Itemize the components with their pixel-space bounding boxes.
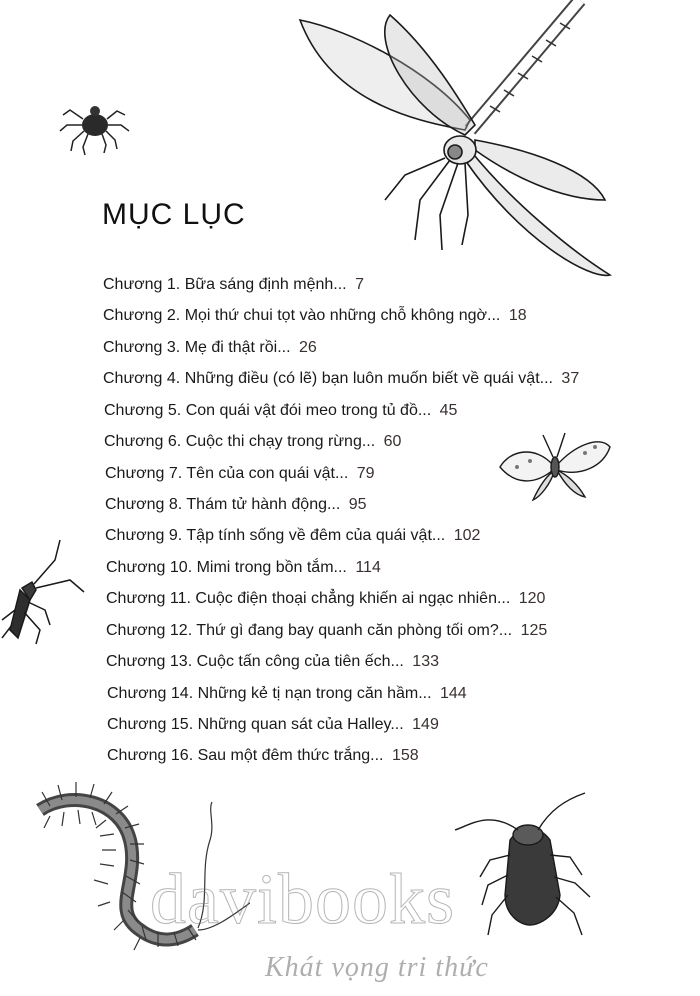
tick-icon	[55, 85, 135, 160]
chapter-number: Chương 3.	[103, 339, 181, 356]
chapter-number: Chương 4.	[103, 370, 181, 387]
chapter-title: Sau một đêm thức trắng...	[197, 747, 384, 764]
chapter-number: Chương 6.	[104, 433, 182, 450]
toc-entry-15[interactable]	[107, 716, 439, 734]
chapter-title: Những kẻ tị nạn trong căn hầm...	[197, 685, 432, 702]
chapter-number: Chương 15.	[107, 716, 194, 733]
chapter-title: Bữa sáng định mệnh...	[184, 276, 347, 293]
chapter-number: Chương 16.	[107, 747, 194, 764]
toc-entry-2[interactable]	[103, 307, 527, 325]
toc-entry-16[interactable]	[107, 747, 419, 765]
toc-entry-1[interactable]	[103, 276, 364, 294]
toc-entry-12[interactable]	[106, 622, 547, 640]
beetle-icon	[0, 530, 90, 650]
chapter-title: Những điều (có lẽ) bạn luôn muốn biết về quái vật...	[184, 370, 553, 387]
page-number: 144	[440, 685, 467, 702]
chapter-title: Cuộc tấn công của tiên ếch...	[196, 653, 404, 670]
page-title: MỤC LỤC	[102, 198, 246, 231]
watermark-brand: davibooks	[150, 859, 455, 939]
toc-entry-9[interactable]	[105, 527, 480, 545]
toc-entry-6[interactable]	[104, 433, 401, 451]
chapter-title: Thứ gì đang bay quanh căn phòng tối om?...	[196, 622, 513, 639]
chapter-number: Chương 13.	[106, 653, 193, 670]
toc-entry-10[interactable]	[106, 559, 381, 577]
longhorn-beetle-icon	[450, 785, 610, 945]
page-number: 133	[412, 653, 439, 670]
chapter-title: Thám tử hành động...	[186, 496, 341, 513]
chapter-number: Chương 8.	[105, 496, 183, 513]
chapter-title: Những quan sát của Halley...	[197, 716, 404, 733]
page-number: 125	[520, 622, 548, 639]
toc-entry-7[interactable]	[105, 465, 375, 483]
chapter-title: Con quái vật đói meo trong tủ đồ...	[185, 402, 432, 419]
chapter-number: Chương 7.	[105, 465, 183, 482]
toc-entry-5[interactable]	[104, 402, 457, 420]
chapter-title: Tập tính sống về đêm của quái vật...	[186, 527, 446, 544]
chapter-number: Chương 9.	[105, 527, 183, 544]
chapter-number: Chương 11.	[106, 590, 191, 607]
toc-entry-8[interactable]	[105, 496, 367, 514]
page-number: 114	[355, 559, 381, 576]
chapter-number: Chương 14.	[107, 685, 194, 702]
page-number: 158	[391, 747, 419, 764]
toc-entry-14[interactable]	[107, 685, 467, 703]
chapter-number: Chương 12.	[106, 622, 193, 639]
moth-icon	[495, 425, 615, 505]
page-number: 60	[383, 433, 402, 450]
chapter-number: Chương 2.	[103, 307, 181, 324]
toc-entry-11[interactable]	[106, 590, 545, 608]
chapter-title: Cuộc thi chạy trong rừng...	[185, 433, 376, 450]
page-number: 18	[508, 307, 527, 324]
page-number: 79	[356, 465, 375, 482]
chapter-title: Tên của con quái vật...	[186, 465, 349, 482]
page-number: 7	[355, 276, 364, 293]
toc-entry-3[interactable]	[103, 339, 317, 357]
page-number: 102	[453, 527, 481, 544]
chapter-title: Mọi thứ chui tọt vào những chỗ không ngờ...	[184, 307, 501, 324]
page-number: 45	[439, 402, 458, 419]
toc-entry-4[interactable]	[103, 370, 579, 388]
watermark-tagline: Khát vọng tri thức	[265, 952, 489, 983]
chapter-number: Chương 1.	[103, 276, 181, 293]
toc-entry-13[interactable]	[106, 653, 439, 671]
page-number: 26	[298, 339, 317, 356]
chapter-number: Chương 5.	[104, 402, 182, 419]
dragonfly-icon	[290, 0, 620, 300]
page-number: 149	[412, 716, 439, 733]
page-number: 37	[561, 370, 580, 387]
page-number: 120	[518, 590, 546, 607]
chapter-number: Chương 10.	[106, 559, 193, 576]
page-number: 95	[348, 496, 367, 513]
chapter-title: Cuộc điện thoại chẳng khiến ai ngạc nhiên...	[195, 590, 511, 607]
chapter-title: Mimi trong bồn tắm...	[196, 559, 347, 576]
chapter-title: Mẹ đi thật rồi...	[184, 339, 291, 356]
